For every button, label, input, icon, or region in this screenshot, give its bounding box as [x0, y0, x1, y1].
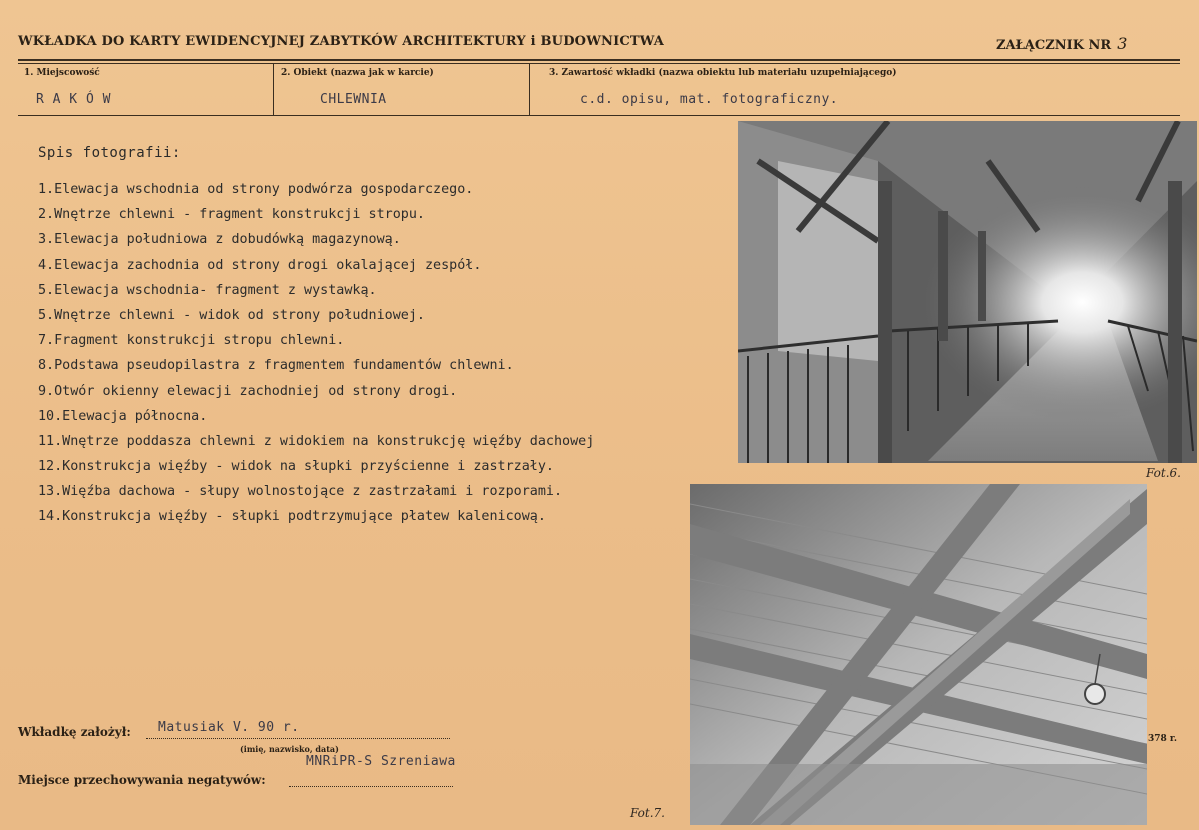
photo-list [38, 177, 594, 530]
author-label: Wkładkę założył: [18, 725, 131, 739]
form-code: 378 r. [1148, 734, 1177, 744]
object-value: CHLEWNIA [320, 92, 387, 107]
object-label: 2. Obiekt (nazwa jak w karcie) [281, 68, 434, 78]
photo-list-heading: Spis fotografii: [38, 145, 181, 161]
photo-list-item: 11.Wnętrze poddasza chlewni z widokiem na konstrukcję więźby dachowej [38, 433, 595, 449]
locality-label: 1. Miejscowość [24, 68, 100, 78]
header-rule [18, 59, 1180, 61]
document-title: WKŁADKA DO KARTY EWIDENCYJNEJ ZABYTKÓW ARCHITEKTURY i BUDOWNICTWA [18, 34, 665, 49]
field-divider-2 [529, 63, 530, 116]
photo-list-item: 7.Fragment konstrukcji stropu chlewni. [38, 333, 345, 349]
storage-dotline [289, 786, 453, 787]
storage-value: MNRiPR-S Szreniawa [306, 754, 456, 769]
photo-list-item: 9.Otwór okienny elewacji zachodniej od strony drogi. [38, 383, 458, 399]
photo-list-item: 13.Więźba dachowa - słupy wolnostojące z zastrzałami i rozporami. [38, 484, 563, 500]
photo-list-item: 5.Elewacja wschodnia- fragment z wystawką. [38, 282, 377, 298]
photo1-caption: Fot.6. [1146, 466, 1181, 480]
content-value: c.d. opisu, mat. fotograficzny. [580, 92, 839, 107]
annex-number: 3 [1117, 34, 1128, 53]
header-rule-thin [18, 63, 1180, 64]
photo-list-item: 14.Konstrukcja więźby - słupki podtrzymujące płatew kalenicową. [38, 509, 546, 525]
photo-list-item: 8.Podstawa pseudopilastra z fragmentem fundamentów chlewni. [38, 358, 514, 374]
field-divider-1 [273, 63, 274, 116]
photo-list-item: 12.Konstrukcja więźby - widok na słupki przyścienne i zastrzały. [38, 459, 554, 475]
content-label: 3. Zawartość wkładki (nazwa obiektu lub materiału uzupełniającego) [549, 68, 897, 78]
locality-value: R A K Ó W [36, 92, 111, 107]
author-dotline [146, 738, 450, 739]
storage-label: Miejsce przechowywania negatywów: [18, 773, 266, 787]
photo-list-item: 3.Elewacja południowa z dobudówką magazynową. [38, 232, 401, 248]
photo-roof-truss [690, 484, 1147, 825]
photo-list-item: 5.Wnętrze chlewni - widok od strony południowej. [38, 307, 425, 323]
annex-label [996, 34, 1127, 53]
photo-list-item: 4.Elewacja zachodnia od strony drogi okalającej zespół. [38, 257, 482, 273]
fields-rule [18, 115, 1180, 116]
photo-list-item: 10.Elewacja północna. [38, 408, 208, 424]
author-hint: (imię, nazwisko, data) [240, 744, 339, 754]
author-value: Matusiak V. 90 r. [158, 720, 300, 735]
photo-list-item: 1.Elewacja wschodnia od strony podwórza gospodarczego. [38, 182, 474, 197]
annex-label-text: ZAŁĄCZNIK NR [996, 38, 1112, 53]
photo-list-item: 2.Wnętrze chlewni - fragment konstrukcji stropu. [38, 207, 425, 223]
photo-pigsty-corridor [738, 121, 1197, 463]
photo2-caption: Fot.7. [630, 806, 665, 820]
